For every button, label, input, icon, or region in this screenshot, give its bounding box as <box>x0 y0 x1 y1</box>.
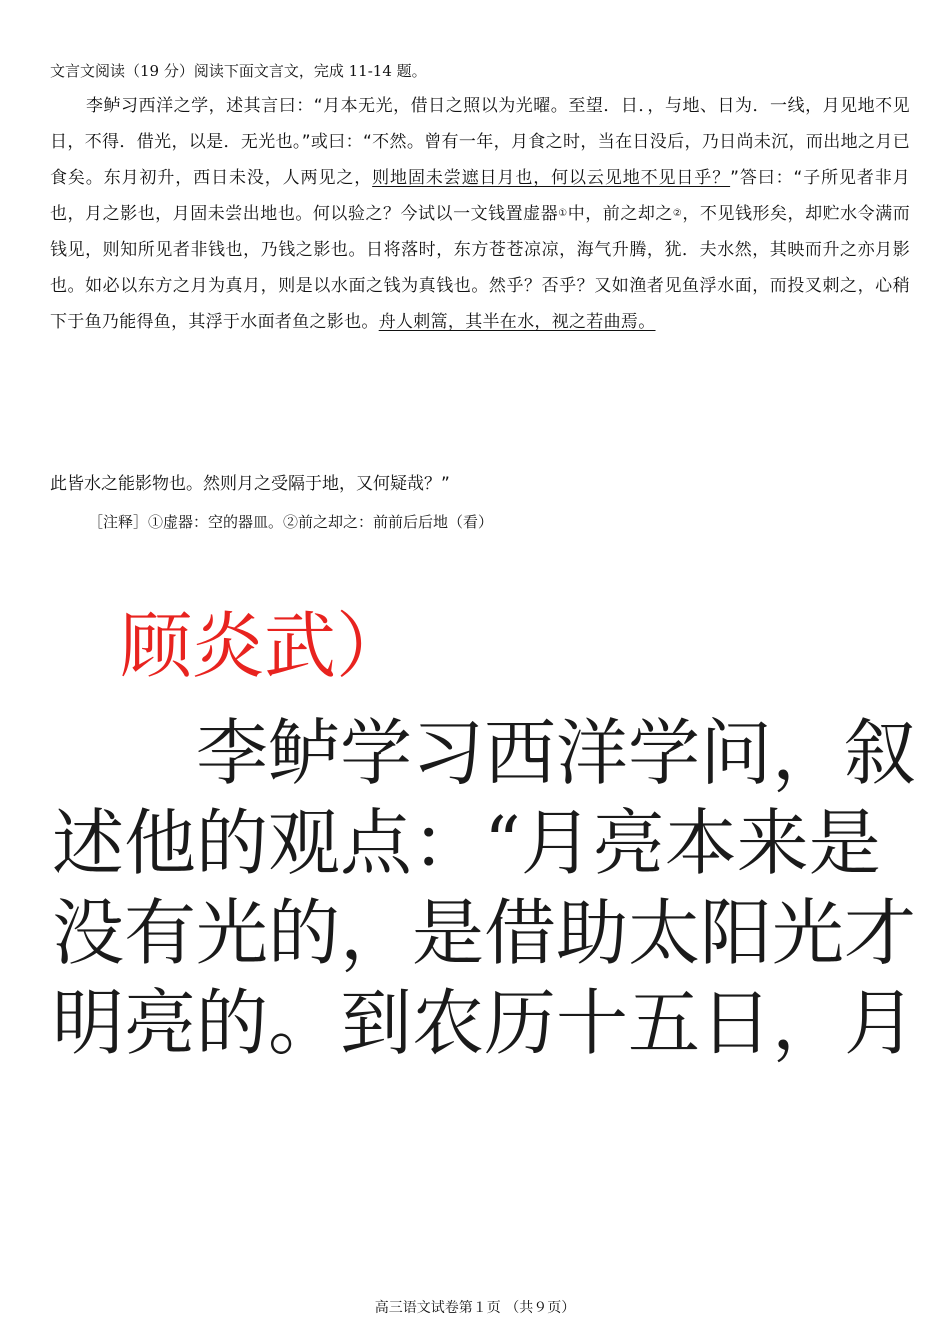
annotation-note: ［注释］①虚器：空的器皿。②前之却之：前前后后地（看） <box>88 513 494 531</box>
classical-passage <box>50 88 910 340</box>
passage-text-4: ，不见钱形矣，却贮水令满而钱见，则知所见者非钱也，乃钱之影也。日将落时，东方苍苍凉凉，海气升腾，犹．夫水然，其映而升之亦月影也。如必以东方之月为真月，则是以水面之钱为真钱也。然乎？否乎？又如渔者见鱼浮水面，而投叉刺之，心稍下于鱼乃能得鱼，其浮于水面者鱼之影也。 <box>50 204 911 332</box>
page-footer: 高三语文试卷第１页 （共９页） <box>374 1300 576 1316</box>
underlined-sentence-2: 舟人刺篙，其半在水，视之若曲焉。 <box>378 312 656 332</box>
note-marker-2: ② <box>672 208 683 219</box>
passage-last-line: 此皆水之能影物也。然则月之受隔于地，又何疑哉？” <box>50 474 450 494</box>
note-marker-1: ① <box>558 208 568 219</box>
translation-text: 李鲈学习西洋学问，叙述他的观点：“月亮本来是没有光的，是借助太阳光才明亮的。到农历十五日，月 <box>52 711 917 1065</box>
red-author-text: 顾炎武） <box>120 604 409 688</box>
passage-text-3: 中，前之却之 <box>567 204 673 224</box>
question-intro: 文言文阅读（19 分）阅读下面文言文，完成 11-14 题。 <box>50 62 427 80</box>
passage-paragraph <box>50 88 910 340</box>
passage-text-2: ”答曰：“子所见者非月也，月之影也，月固未尝出地也。何以验之？今试以一文钱置虚器 <box>50 168 910 224</box>
underlined-sentence-1: 则地固未尝遮日月也，何以云见地不见日乎？ <box>372 168 731 188</box>
passage-text-1: 李鲈习西洋之学，述其言曰：“月本无光，借日之照以为光曜。至望．日．，与地、日为．一线，月见地不见日，不得．借光，以是．无光也。”或曰：“不然。曾有一年，月食之时，当在日没后，乃日尚未沉，而出地之月已食矣。东月初升，西日未没，人两见之， <box>50 96 910 188</box>
